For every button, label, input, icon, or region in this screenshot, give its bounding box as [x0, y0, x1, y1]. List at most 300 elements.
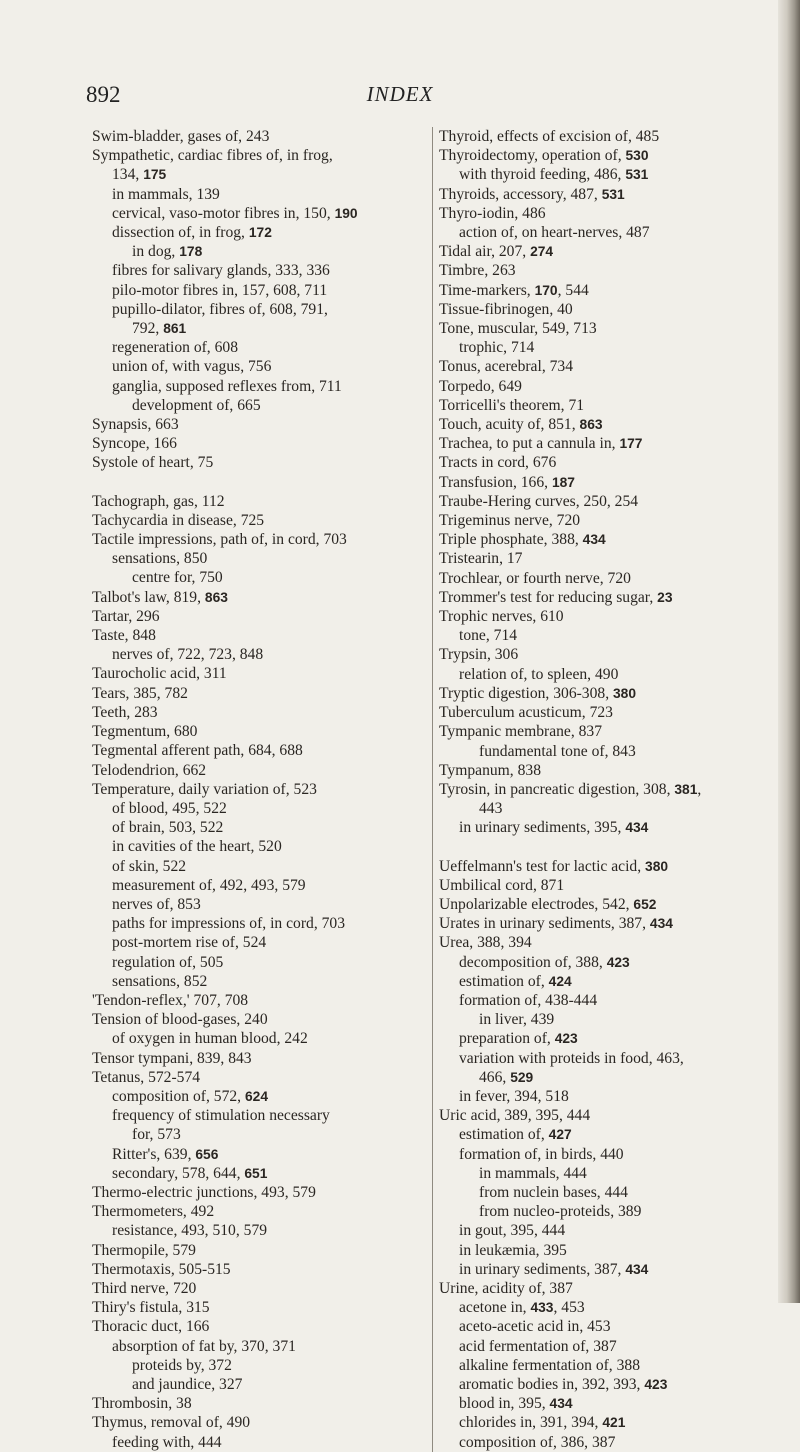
entry-text: Tonus, acerebral, 734 [439, 358, 574, 376]
entry-bold-page-ref: 380 [613, 685, 637, 701]
entry-bold-page-ref: 861 [163, 321, 187, 337]
index-entry [439, 1106, 791, 1125]
index-entry [439, 492, 791, 511]
entry-text: cervical, vaso-motor fibres in, 150, [112, 204, 335, 222]
index-subentry [439, 1317, 791, 1336]
index-subentry [92, 223, 420, 242]
index-subentry [92, 645, 420, 664]
page-number: 892 [86, 82, 121, 107]
index-entry [439, 530, 791, 549]
entry-text: in urinary sediments, 387, [459, 1260, 626, 1278]
entry-text: Temperature, daily variation of, 523 [92, 780, 317, 798]
index-entry [92, 1413, 420, 1432]
index-subentry [439, 799, 791, 818]
index-subentry [92, 876, 420, 895]
entry-text: proteids by, 372 [132, 1356, 232, 1374]
entry-text: Uric acid, 389, 395, 444 [439, 1107, 591, 1125]
entry-text: paths for impressions of, in cord, 703 [112, 915, 346, 933]
entry-bold-page-ref: 531 [601, 186, 625, 202]
entry-bold-page-ref: 863 [204, 589, 228, 605]
index-subentry [439, 1202, 791, 1221]
entry-text: resistance, 493, 510, 579 [112, 1222, 268, 1240]
entry-text: in leukæmia, 395 [459, 1241, 567, 1259]
entry-bold-page-ref: 652 [633, 896, 657, 912]
entry-text: blood in, 395, [459, 1395, 550, 1413]
entry-text: Urea, 388, 394 [439, 934, 532, 952]
entry-text: Thermo-electric junctions, 493, 579 [92, 1183, 316, 1201]
index-entry [92, 530, 420, 549]
index-entry [92, 492, 420, 511]
index-entry [92, 1183, 420, 1202]
index-entry [439, 127, 791, 146]
index-subentry [92, 818, 420, 837]
index-subentry [439, 1010, 791, 1029]
entry-bold-page-ref: 423 [606, 954, 630, 970]
index-entry [439, 588, 791, 607]
index-entry [439, 722, 791, 741]
index-entry [439, 857, 791, 876]
index-entry [92, 127, 420, 146]
index-subentry [92, 357, 420, 376]
index-entry [439, 549, 791, 568]
index-subentry [439, 972, 791, 991]
entry-bold-page-ref: 423 [644, 1377, 668, 1392]
index-subentry [439, 223, 791, 242]
entry-text: ganglia, supposed reflexes from, 711 [112, 377, 342, 395]
index-entry [439, 684, 791, 703]
index-entry [439, 703, 791, 722]
index-subentry [92, 1087, 420, 1106]
entry-text: Tachograph, gas, 112 [92, 492, 225, 510]
index-subentry [92, 1106, 420, 1125]
index-subentry [439, 1433, 791, 1452]
index-subentry [92, 549, 420, 568]
entry-text: Tegmental afferent path, 684, 688 [92, 742, 303, 760]
index-entry [439, 396, 791, 415]
index-subentry [439, 1183, 791, 1202]
entry-text: union of, with vagus, 756 [112, 358, 272, 376]
index-subentry [92, 1356, 420, 1375]
entry-text: Thyro-iodin, 486 [439, 204, 546, 222]
index-entry [92, 722, 420, 741]
entry-text: Tidal air, 207, [439, 243, 531, 261]
index-subentry [439, 1413, 791, 1432]
entry-bold-page-ref: 434 [582, 532, 606, 548]
entry-text: 134, [112, 166, 144, 184]
index-entry [439, 645, 791, 664]
index-entry [439, 453, 791, 472]
index-entry [439, 146, 791, 165]
entry-text: with thyroid feeding, 486, [459, 166, 626, 184]
entry-text: Trommer's test for reducing sugar, [439, 588, 658, 606]
entry-text: Thermometers, 492 [92, 1203, 215, 1221]
entry-text: Torpedo, 649 [439, 377, 522, 395]
index-subentry [439, 1145, 791, 1164]
entry-text: Thrombosin, 38 [92, 1395, 192, 1413]
entry-text: Ritter's, 639, [112, 1145, 196, 1163]
entry-text: of oxygen in human blood, 242 [112, 1030, 308, 1048]
index-entry [439, 185, 791, 204]
entry-text: Tetanus, 572-574 [92, 1068, 201, 1086]
index-subentry [92, 837, 420, 856]
index-subentry [439, 1125, 791, 1144]
entry-text: Tristearin, 17 [439, 550, 523, 568]
entry-bold-page-ref: 421 [602, 1415, 626, 1431]
entry-text: variation with proteids in food, 463, [459, 1049, 684, 1067]
entry-text: Systole of heart, 75 [92, 454, 214, 472]
entry-text: pilo-motor fibres in, 157, 608, 711 [112, 281, 328, 299]
entry-text: Thyroids, accessory, 487, [439, 185, 602, 203]
entry-text: Touch, acuity of, 851, [439, 416, 580, 434]
entry-trailing-text: , 544 [557, 281, 589, 299]
index-entry [92, 1260, 420, 1279]
index-subentry [92, 319, 420, 338]
index-subentry [439, 665, 791, 684]
entry-text: decomposition of, 388, [459, 953, 607, 971]
entry-text: Swim-bladder, gases of, 243 [92, 128, 270, 145]
entry-text: Tissue-fibrinogen, 40 [439, 300, 573, 318]
entry-text: Thyroidectomy, operation of, [439, 147, 626, 165]
entry-text: nerves of, 722, 723, 848 [112, 646, 264, 664]
entry-text: from nuclein bases, 444 [479, 1183, 628, 1201]
entry-text: 'Tendon-reflex,' 707, 708 [92, 991, 249, 1009]
index-entry [92, 741, 420, 760]
entry-text: formation of, in birds, 440 [459, 1145, 624, 1163]
index-subentry [92, 568, 420, 587]
index-subentry [92, 895, 420, 914]
entry-text: Urates in urinary sediments, 387, [439, 915, 650, 933]
entry-text: for, 573 [132, 1126, 181, 1144]
entry-text: secondary, 578, 644, [112, 1164, 245, 1182]
entry-text: Trochlear, or fourth nerve, 720 [439, 569, 631, 587]
index-entry [92, 453, 420, 472]
index-subentry [92, 1221, 420, 1240]
index-subentry [439, 1221, 791, 1240]
entry-text: acid fermentation of, 387 [459, 1337, 617, 1355]
index-subentry [92, 300, 420, 319]
index-subentry [92, 377, 420, 396]
entry-text: Talbot's law, 819, [92, 588, 205, 606]
entry-bold-page-ref: 651 [244, 1165, 268, 1181]
entry-bold-page-ref: 274 [530, 244, 554, 260]
entry-text: action of, on heart-nerves, 487 [459, 224, 650, 242]
entry-text: tone, 714 [459, 627, 518, 645]
index-subentry [92, 281, 420, 300]
entry-bold-page-ref: 434 [625, 820, 649, 836]
entry-text: Thymus, removal of, 490 [92, 1414, 251, 1432]
entry-bold-page-ref: 170 [534, 282, 558, 298]
entry-text: fibres for salivary glands, 333, 336 [112, 262, 330, 280]
entry-bold-page-ref: 529 [510, 1069, 534, 1085]
index-subentry [439, 1394, 791, 1413]
index-entry [92, 991, 420, 1010]
index-subentry [439, 1164, 791, 1183]
entry-text: Tartar, 296 [92, 607, 160, 625]
entry-text: Timbre, 263 [439, 262, 516, 280]
entry-text: Tympanum, 838 [439, 761, 541, 779]
index-entry [439, 780, 791, 799]
index-subentry [92, 1164, 420, 1183]
index-entry [92, 1298, 420, 1317]
index-entry [92, 1049, 420, 1068]
entry-text: relation of, to spleen, 490 [459, 665, 619, 683]
index-entry [92, 761, 420, 780]
running-head: INDEX [366, 82, 434, 106]
entry-bold-page-ref: 427 [548, 1127, 572, 1143]
entry-bold-page-ref: 424 [548, 973, 572, 989]
entry-text: composition of, 386, 387 [459, 1433, 616, 1451]
entry-text: regeneration of, 608 [112, 339, 238, 357]
entry-text: Taurocholic acid, 311 [92, 665, 227, 683]
index-entry [439, 569, 791, 588]
index-subentry [439, 1298, 791, 1317]
entry-text: Taste, 848 [92, 627, 156, 645]
entry-text: Third nerve, 720 [92, 1279, 197, 1297]
entry-text: of brain, 503, 522 [112, 819, 224, 837]
entry-text: sensations, 852 [112, 972, 208, 990]
entry-text: post-mortem rise of, 524 [112, 934, 267, 952]
index-section-gap [439, 838, 791, 857]
entry-text: Thyroid, effects of excision of, 485 [439, 128, 660, 145]
entry-text: acetone in, [459, 1299, 531, 1317]
index-entry [439, 914, 791, 933]
entry-text: feeding with, 444 [112, 1433, 222, 1451]
entry-text: in mammals, 444 [479, 1164, 587, 1182]
entry-text: Syncope, 166 [92, 435, 177, 453]
entry-text: Trachea, to put a cannula in, [439, 435, 620, 453]
index-entry [92, 1394, 420, 1413]
index-entry [92, 415, 420, 434]
entry-text: of blood, 495, 522 [112, 799, 227, 817]
index-entry [439, 1279, 791, 1298]
index-entry [92, 146, 420, 165]
index-subentry [92, 261, 420, 280]
index-entry [439, 357, 791, 376]
entry-text: trophic, 714 [459, 339, 535, 357]
entry-bold-page-ref: 178 [179, 244, 203, 260]
index-subentry [92, 1337, 420, 1356]
entry-text: fundamental tone of, 843 [479, 742, 636, 760]
entry-text: Telodendrion, 662 [92, 761, 207, 779]
index-entry [92, 664, 420, 683]
entry-bold-page-ref: 381 [674, 781, 698, 797]
index-entry [439, 281, 791, 300]
index-subentry [92, 1145, 420, 1164]
entry-bold-page-ref: 656 [195, 1146, 219, 1162]
entry-text: 466, [479, 1068, 511, 1086]
index-subentry [92, 165, 420, 184]
index-entry [92, 434, 420, 453]
entry-text: chlorides in, 391, 394, [459, 1414, 603, 1432]
index-subentry [92, 1433, 420, 1452]
entry-text: Trypsin, 306 [439, 646, 519, 664]
index-subentry [439, 1241, 791, 1260]
entry-bold-page-ref: 863 [579, 417, 603, 433]
index-subentry [92, 1125, 420, 1144]
index-subentry [439, 165, 791, 184]
entry-bold-page-ref: 434 [625, 1261, 649, 1277]
entry-text: composition of, 572, [112, 1087, 245, 1105]
entry-text: Sympathetic, cardiac fibres of, in frog, [92, 147, 333, 165]
index-entry [439, 933, 791, 952]
index-entry [439, 261, 791, 280]
entry-text: Traube-Hering curves, 250, 254 [439, 492, 639, 510]
index-subentry [439, 1049, 791, 1068]
index-entry [439, 377, 791, 396]
entry-text: of skin, 522 [112, 857, 187, 875]
index-entry [92, 588, 420, 607]
entry-text: aromatic bodies in, 392, 393, [459, 1376, 645, 1393]
index-column-left [92, 127, 420, 1452]
index-subentry [92, 799, 420, 818]
entry-text: absorption of fat by, 370, 371 [112, 1337, 296, 1355]
index-subentry [439, 1068, 791, 1087]
index-subentry [439, 953, 791, 972]
index-subentry [92, 972, 420, 991]
index-entry [92, 1068, 420, 1087]
entry-text: 443 [479, 800, 503, 818]
entry-text: Trophic nerves, 610 [439, 608, 564, 626]
entry-bold-page-ref: 624 [244, 1088, 269, 1104]
entry-text: Teeth, 283 [92, 703, 158, 721]
entry-bold-page-ref: 530 [625, 148, 649, 164]
index-subentry [92, 1375, 420, 1394]
index-subentry [92, 933, 420, 952]
entry-text: dissection of, in frog, [112, 224, 249, 242]
index-entry [92, 1279, 420, 1298]
entry-text: Tuberculum acusticum, 723 [439, 704, 613, 722]
index-entry [92, 1202, 420, 1221]
index-entry [439, 895, 791, 914]
entry-text: development of, 665 [132, 396, 261, 414]
entry-text: and jaundice, 327 [132, 1376, 243, 1393]
entry-text: nerves of, 853 [112, 895, 201, 913]
entry-text: Tensor tympani, 839, 843 [92, 1049, 252, 1067]
entry-bold-page-ref: 531 [625, 167, 649, 183]
entry-text: Tone, muscular, 549, 713 [439, 320, 597, 338]
entry-bold-page-ref: 433 [530, 1300, 554, 1316]
index-subentry [92, 242, 420, 261]
entry-text: alkaline fermentation of, 388 [459, 1356, 640, 1374]
index-entry [439, 511, 791, 530]
entry-bold-page-ref: 423 [554, 1031, 578, 1047]
index-subentry [439, 1375, 791, 1394]
entry-text: preparation of, [459, 1030, 555, 1048]
entry-text: Urine, acidity of, 387 [439, 1279, 573, 1297]
entry-text: sensations, 850 [112, 550, 208, 568]
entry-bold-page-ref: 172 [248, 225, 272, 241]
entry-text: Tympanic membrane, 837 [439, 723, 603, 741]
entry-bold-page-ref: 434 [549, 1396, 573, 1412]
index-subentry [439, 1029, 791, 1048]
index-subentry [92, 185, 420, 204]
index-section-gap [92, 473, 420, 492]
entry-text: Thermotaxis, 505-515 [92, 1260, 231, 1278]
entry-text: regulation of, 505 [112, 953, 224, 971]
entry-text: Tegmentum, 680 [92, 723, 198, 741]
index-entry [439, 300, 791, 319]
entry-text: Triple phosphate, 388, [439, 531, 583, 549]
index-entry [92, 511, 420, 530]
index-subentry [92, 914, 420, 933]
entry-text: Tension of blood-gases, 240 [92, 1011, 268, 1029]
entry-bold-page-ref: 187 [551, 474, 575, 490]
entry-bold-page-ref: 190 [334, 205, 358, 221]
index-entry [439, 876, 791, 895]
entry-text: Tracts in cord, 676 [439, 454, 557, 472]
entry-text: in fever, 394, 518 [459, 1087, 569, 1105]
index-subentry [439, 742, 791, 761]
index-subentry [439, 1337, 791, 1356]
index-entry [439, 473, 791, 492]
entry-bold-page-ref: 175 [143, 167, 167, 183]
entry-text: Ueffelmann's test for lactic acid, [439, 857, 646, 875]
entry-text: in mammals, 139 [112, 185, 220, 203]
index-entry [439, 319, 791, 338]
index-entry [92, 607, 420, 626]
entry-text: Thoracic duct, 166 [92, 1318, 210, 1336]
index-subentry [439, 1356, 791, 1375]
entry-bold-page-ref: 177 [619, 436, 643, 452]
index-subentry [92, 857, 420, 876]
index-entry [92, 1241, 420, 1260]
index-subentry [92, 953, 420, 972]
entry-text: Torricelli's theorem, 71 [439, 396, 585, 414]
entry-text: Tyrosin, in pancreatic digestion, 308, [439, 780, 675, 798]
entry-text: in liver, 439 [479, 1011, 555, 1029]
entry-text: formation of, 438-444 [459, 991, 598, 1009]
index-subentry [92, 396, 420, 415]
entry-text: frequency of stimulation necessary [112, 1107, 330, 1125]
index-entry [92, 1317, 420, 1336]
index-entry [439, 415, 791, 434]
index-entry [439, 607, 791, 626]
index-entry [92, 684, 420, 703]
entry-text: measurement of, 492, 493, 579 [112, 876, 306, 894]
index-entry [92, 703, 420, 722]
entry-text: from nucleo-proteids, 389 [479, 1203, 642, 1221]
index-entry [92, 626, 420, 645]
entry-text: pupillo-dilator, fibres of, 608, 791, [112, 300, 328, 318]
index-subentry [439, 818, 791, 837]
entry-text: centre for, 750 [132, 569, 223, 587]
entry-text: in dog, [132, 243, 180, 261]
entry-text: Tryptic digestion, 306-308, [439, 684, 613, 702]
entry-bold-page-ref: 23 [657, 589, 673, 605]
index-entry [439, 242, 791, 261]
entry-text: Tactile impressions, path of, in cord, 703 [92, 531, 347, 549]
index-column-right [432, 127, 791, 1452]
index-subentry [439, 338, 791, 357]
entry-bold-page-ref: 380 [645, 858, 669, 874]
entry-text: Synapsis, 663 [92, 416, 179, 434]
index-entry [92, 1010, 420, 1029]
index-entry [439, 761, 791, 780]
index-subentry [439, 991, 791, 1010]
entry-text: aceto-acetic acid in, 453 [459, 1318, 611, 1336]
entry-trailing-text: , [697, 780, 702, 798]
entry-text: Umbilical cord, 871 [439, 876, 565, 894]
entry-text: Time-markers, [439, 281, 535, 299]
index-subentry [92, 338, 420, 357]
index-subentry [439, 626, 791, 645]
entry-text: Thermopile, 579 [92, 1241, 196, 1259]
entry-text: Transfusion, 166, [439, 473, 552, 491]
entry-trailing-text: , 453 [553, 1299, 585, 1317]
entry-text: in cavities of the heart, 520 [112, 838, 282, 856]
index-subentry [439, 1087, 791, 1106]
entry-text: Unpolarizable electrodes, 542, [439, 895, 634, 913]
